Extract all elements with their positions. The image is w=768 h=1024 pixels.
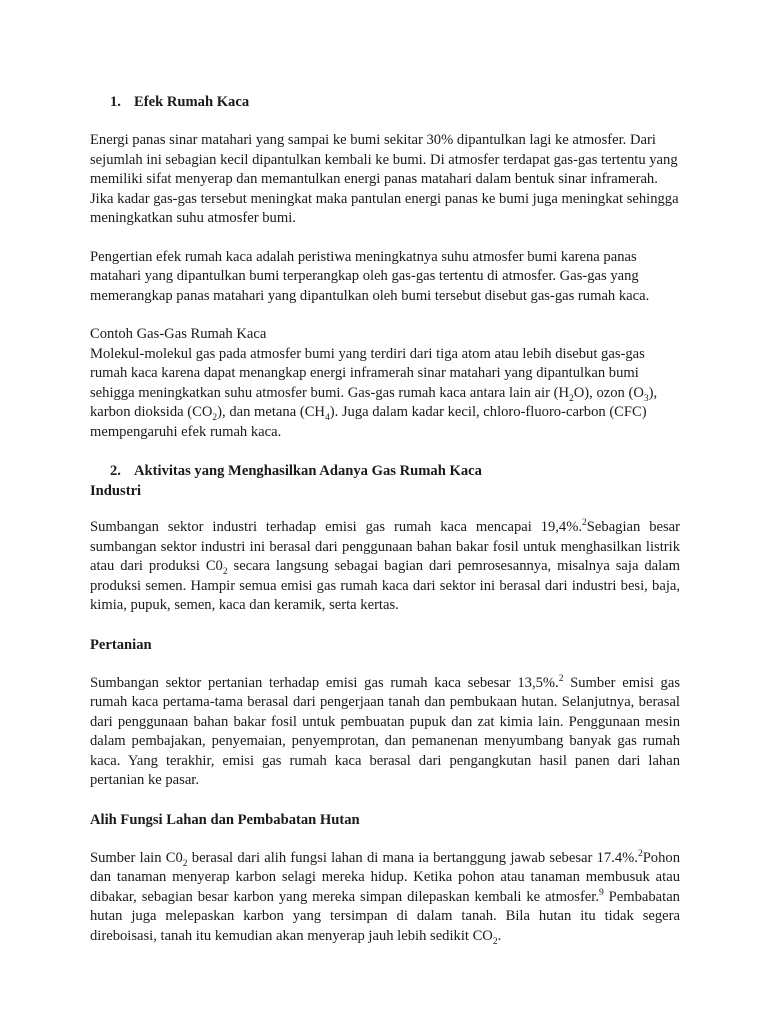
pertanian-paragraph: Sumbangan sektor pertanian terhadap emisi gas rumah kaca sebesar 13,5%.$^2$ Sumber emisi gas rumah kaca pertama-tama berasal dari pengerjaan tanah dan pembukaan hutan. Selanjutnya, berasal dari penggunaan bahan bakar fosil untuk pembuatan pupuk dan zat kimia lain. Penggunaan mesin dalam pembajakan, penyemaian, penyemprotan, dan pemanenan menyumbang banyak gas rumah kaca. Yang terakhir, emisi gas rumah kaca berasal dari pengangkutan hasil panen dari lahan pertanian ke pasar. — [90, 673, 680, 788]
section-2-title: Aktivitas yang Menghasilkan Adanya Gas Rumah Kaca — [134, 463, 482, 479]
section-1-heading — [90, 92, 680, 112]
section-2-heading — [90, 461, 680, 481]
industri-paragraph: Sumbangan sektor industri terhadap emisi gas rumah kaca mencapai 19,4%.$^2$Sebagian besar sumbangan sektor industri ini berasal dari penggunaan bahan bakar fosil untuk menghasilkan listrik atau dari produksi $C0_2$ secara langsung sebagai bagian dari pemrosesannya, misalnya saja dalam produksi semen. Hampir semua emisi gas rumah kaca dari sektor ini berasal dari industri besi, baja, kimia, pupuk, semen, kaca dan keramik, serta kertas. — [90, 518, 681, 613]
section-1-paragraph-3: Molekul-molekul gas pada atmosfer bumi yang terdiri dari tiga atom atau lebih disebut gas-gas rumah kaca karena dapat menangkap energi inframerah sinar matahari yang dipantulkan bumi sehigga meningkatkan suhu atmosfer bumi. Gas-gas rumah kaca antara lain air $(H_2O)$, ozon $(O_3)$, karbon dioksida $(CO_2)$, dan metana $(CH_4)$. Juga dalam kadar kecil, chloro-fluoro-carbon (CFC) mempengaruhi efek rumah kaca. — [90, 345, 658, 440]
example-heading: Contoh Gas-Gas Rumah Kaca — [90, 326, 267, 342]
industri-heading: Industri — [90, 483, 142, 499]
document-page — [90, 92, 680, 946]
alih-fungsi-heading: Alih Fungsi Lahan dan Pembabatan Hutan — [90, 811, 360, 828]
section-1-number: 1. — [110, 94, 121, 110]
section-1-paragraph-2: Pengertian efek rumah kaca adalah peristiwa meningkatnya suhu atmosfer bumi karena panas matahari yang dipantulkan bumi terperangkap oleh gas-gas tertentu di atmosfer. Gas-gas yang memerangkap panas matahari yang dipantulkan oleh bumi tersebut disebut gas-gas rumah kaca. — [90, 248, 650, 304]
section-2-number: 2. — [110, 463, 121, 479]
alih-fungsi-paragraph: Sumber lain $C0_2$ berasal dari alih fungsi lahan di mana ia bertanggung jawab sebesar 17.4%.$^2$Pohon dan tanaman menyerap karbon selagi mereka hidup. Ketika pohon atau tanaman membusuk atau dibakar, sebagian besar karbon yang mereka simpan dilepaskan kembali ke atmosfer.$^9$ Pembabatan hutan juga melepaskan karbon yang tersimpan di dalam tanah. Bila hutan itu tidak segera direboisasi, tanah itu kemudian akan menyerap jauh lebih sedikit $CO_2$. — [90, 848, 680, 947]
pertanian-heading: Pertanian — [90, 636, 152, 653]
section-1-paragraph-1: Energi panas sinar matahari yang sampai ke bumi sekitar 30% dipantulkan lagi ke atmosfer. Dari sejumlah ini sebagian kecil dipantulkan kembali ke bumi. Di atmosfer terdapat gas-gas tertentu yang memiliki sifat menyerap dan memantulkan energi panas matahari dalam bentuk sinar inframerah. Jika kadar gas-gas tersebut meningkat maka pantulan energi panas ke bumi juga meningkat sehingga meningkatkan suhu atmosfer bumi. — [90, 132, 679, 226]
section-1-title: Efek Rumah Kaca — [134, 94, 250, 110]
